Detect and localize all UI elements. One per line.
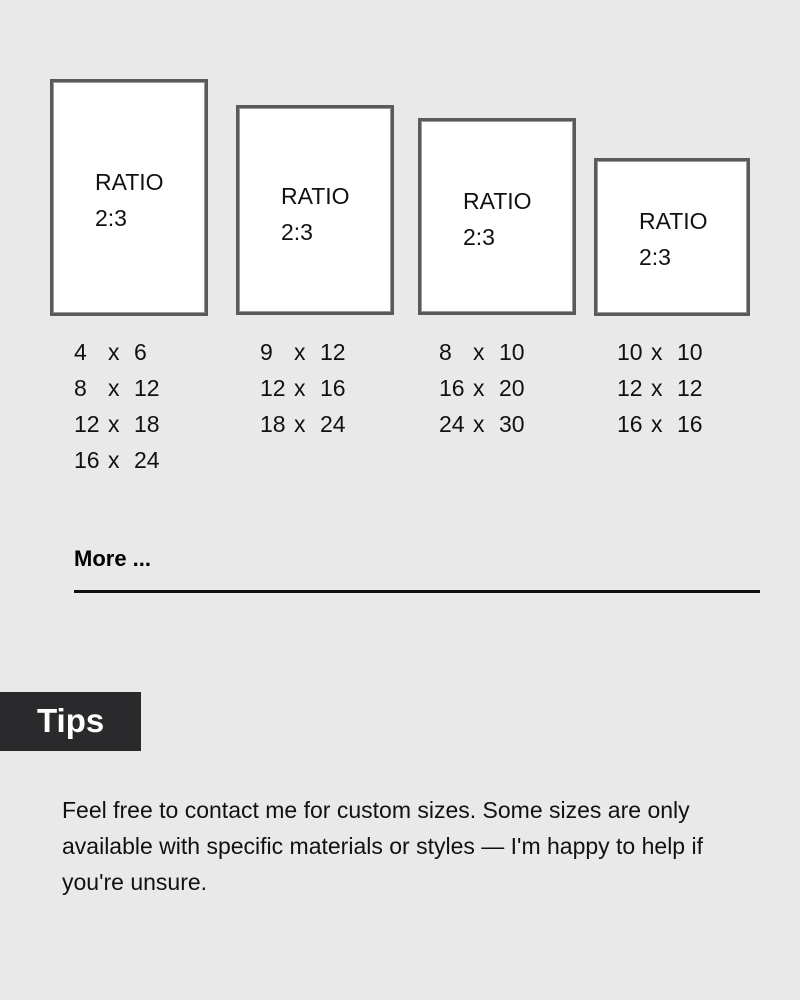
size-separator: x	[108, 375, 120, 401]
frame-4	[594, 158, 750, 316]
size-width: 10	[617, 339, 643, 365]
size-height: 16	[320, 375, 346, 401]
frame-ratio-value: 2:3	[281, 219, 313, 245]
size-row	[617, 334, 703, 370]
size-separator: x	[473, 375, 485, 401]
size-row	[74, 370, 160, 406]
frame-ratio-value: 2:3	[639, 244, 671, 270]
size-row	[74, 442, 160, 478]
size-row	[439, 334, 525, 370]
size-width: 12	[74, 411, 100, 437]
size-row	[617, 370, 703, 406]
size-width: 24	[439, 411, 465, 437]
size-list-2	[260, 334, 346, 442]
size-height: 20	[499, 375, 525, 401]
size-height: 12	[320, 339, 346, 365]
size-height: 18	[134, 411, 160, 437]
size-width: 4	[74, 339, 87, 365]
frame-2	[236, 105, 394, 315]
size-row	[439, 370, 525, 406]
frame-ratio-label: RATIO	[95, 169, 164, 195]
size-height: 16	[677, 411, 703, 437]
size-row	[74, 406, 160, 442]
frame-3	[418, 118, 576, 315]
size-separator: x	[108, 339, 120, 365]
size-width: 8	[439, 339, 452, 365]
size-separator: x	[108, 447, 120, 473]
size-separator: x	[108, 411, 120, 437]
size-separator: x	[294, 339, 306, 365]
more-link[interactable]: More ...	[74, 546, 152, 571]
size-width: 12	[260, 375, 286, 401]
tips-title: Tips	[37, 702, 105, 739]
size-height: 6	[134, 339, 147, 365]
tips-body: Feel free to contact me for custom sizes. Some sizes are only available with specific materials or styles — I'm happy to help if you're unsure.	[62, 797, 703, 895]
size-row	[260, 406, 346, 442]
frame-ratio-label: RATIO	[463, 188, 532, 214]
size-width: 16	[74, 447, 100, 473]
size-separator: x	[651, 411, 663, 437]
frame-ratio-value: 2:3	[463, 224, 495, 250]
frame-ratio-label: RATIO	[639, 208, 708, 234]
size-width: 9	[260, 339, 273, 365]
size-height: 24	[320, 411, 346, 437]
size-height: 24	[134, 447, 160, 473]
size-separator: x	[651, 375, 663, 401]
size-height: 10	[499, 339, 525, 365]
size-row	[260, 370, 346, 406]
size-separator: x	[473, 411, 485, 437]
size-height: 12	[677, 375, 703, 401]
size-width: 12	[617, 375, 643, 401]
size-separator: x	[294, 375, 306, 401]
size-height: 30	[499, 411, 525, 437]
frame-1	[50, 79, 208, 316]
divider	[74, 590, 760, 593]
size-height: 12	[134, 375, 160, 401]
size-row	[260, 334, 346, 370]
size-list-1	[74, 334, 160, 478]
size-row	[439, 406, 525, 442]
size-height: 10	[677, 339, 703, 365]
size-row	[74, 334, 160, 370]
frame-ratio-label: RATIO	[281, 183, 350, 209]
size-row	[617, 406, 703, 442]
tips-heading-box	[0, 692, 141, 751]
size-width: 16	[617, 411, 643, 437]
size-separator: x	[473, 339, 485, 365]
size-list-3	[439, 334, 525, 442]
size-width: 8	[74, 375, 87, 401]
frame-ratio-value: 2:3	[95, 205, 127, 231]
size-separator: x	[294, 411, 306, 437]
size-width: 16	[439, 375, 465, 401]
size-separator: x	[651, 339, 663, 365]
size-list-4	[617, 334, 703, 442]
size-width: 18	[260, 411, 286, 437]
